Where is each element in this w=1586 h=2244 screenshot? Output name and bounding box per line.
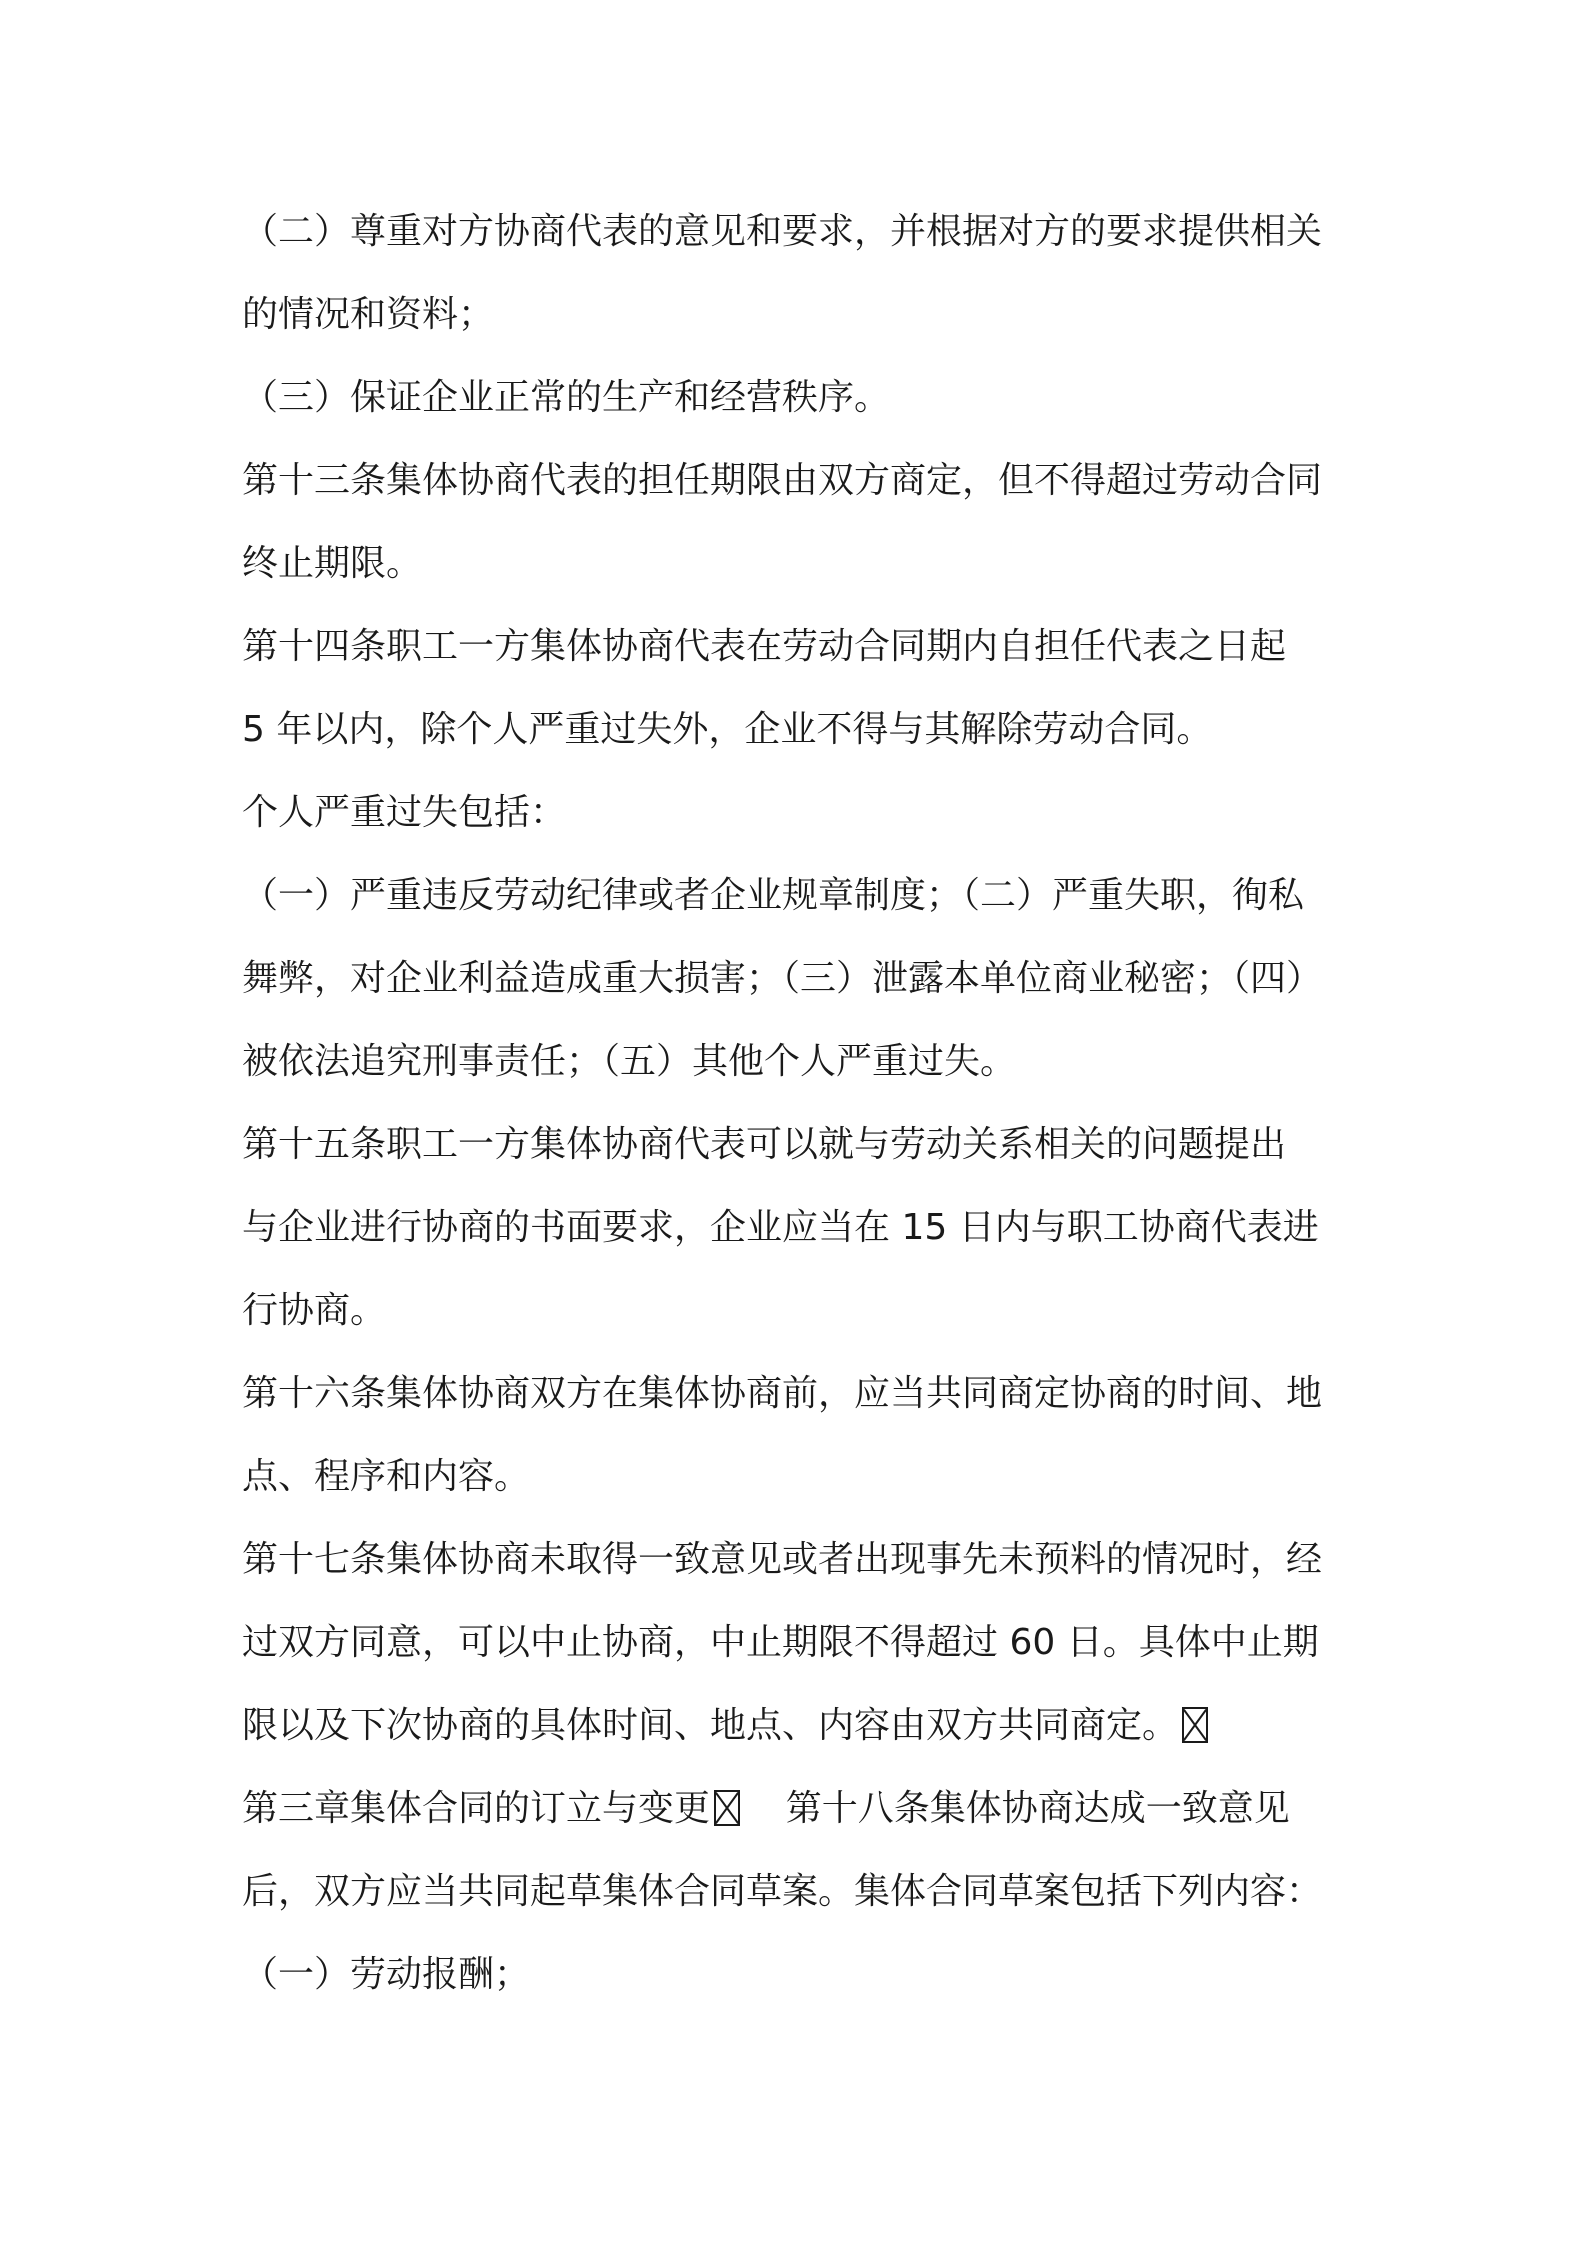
text-line: 被依法追究刑事责任；（五）其他个人严重过失。 bbox=[242, 1041, 1017, 1082]
text-line: 第十五条职工一方集体协商代表可以就与劳动关系相关的问题提出 bbox=[242, 1124, 1287, 1165]
text-line: 终止期限。 bbox=[242, 543, 423, 584]
text-line: 点、程序和内容。 bbox=[242, 1456, 531, 1497]
missing-glyph-box-icon bbox=[714, 1790, 740, 1826]
text-line: 的情况和资料； bbox=[242, 294, 495, 335]
text-line: 过双方同意，可以中止协商，中止期限不得超过 60 日。具体中止期 bbox=[242, 1622, 1319, 1663]
text-line bbox=[242, 1767, 1356, 1850]
text-line: （一）劳动报酬； bbox=[242, 1954, 531, 1995]
chapter-title: 第三章集体合同的订立与变更 bbox=[242, 1788, 711, 1829]
text-line: 与企业进行协商的书面要求，企业应当在 15 日内与职工协商代表进 bbox=[242, 1207, 1319, 1248]
text-gap bbox=[740, 1788, 786, 1829]
missing-glyph-box-icon bbox=[1182, 1707, 1208, 1743]
text-line: 个人严重过失包括： bbox=[242, 792, 567, 833]
text-line: 第十六条集体协商双方在集体协商前，应当共同商定协商的时间、地 bbox=[242, 1373, 1323, 1414]
text-line: 第十四条职工一方集体协商代表在劳动合同期内自担任代表之日起 bbox=[242, 626, 1287, 667]
text-line: （二）尊重对方协商代表的意见和要求，并根据对方的要求提供相关 bbox=[242, 211, 1323, 252]
text-line: 舞弊，对企业利益造成重大损害；（三）泄露本单位商业秘密；（四） bbox=[242, 958, 1323, 999]
text-line: 5 年以内，除个人严重过失外，企业不得与其解除劳动合同。 bbox=[242, 709, 1213, 750]
text-line: 后，双方应当共同起草集体合同草案。集体合同草案包括下列内容： bbox=[242, 1871, 1323, 1912]
text-line bbox=[242, 1684, 1356, 1767]
text-line: 第十三条集体协商代表的担任期限由双方商定，但不得超过劳动合同 bbox=[242, 460, 1323, 501]
text-line: 行协商。 bbox=[242, 1290, 387, 1331]
text-segment: 第十八条集体协商达成一致意见 bbox=[785, 1788, 1290, 1829]
document-body bbox=[242, 190, 1356, 2016]
text-line: （三）保证企业正常的生产和经营秩序。 bbox=[242, 377, 891, 418]
text-line: 第十七条集体协商未取得一致意见或者出现事先未预料的情况时，经 bbox=[242, 1539, 1323, 1580]
text-segment: 限以及下次协商的具体时间、地点、内容由双方共同商定。 bbox=[242, 1705, 1179, 1746]
text-line: （一）严重违反劳动纪律或者企业规章制度；（二）严重失职，徇私 bbox=[242, 875, 1305, 916]
